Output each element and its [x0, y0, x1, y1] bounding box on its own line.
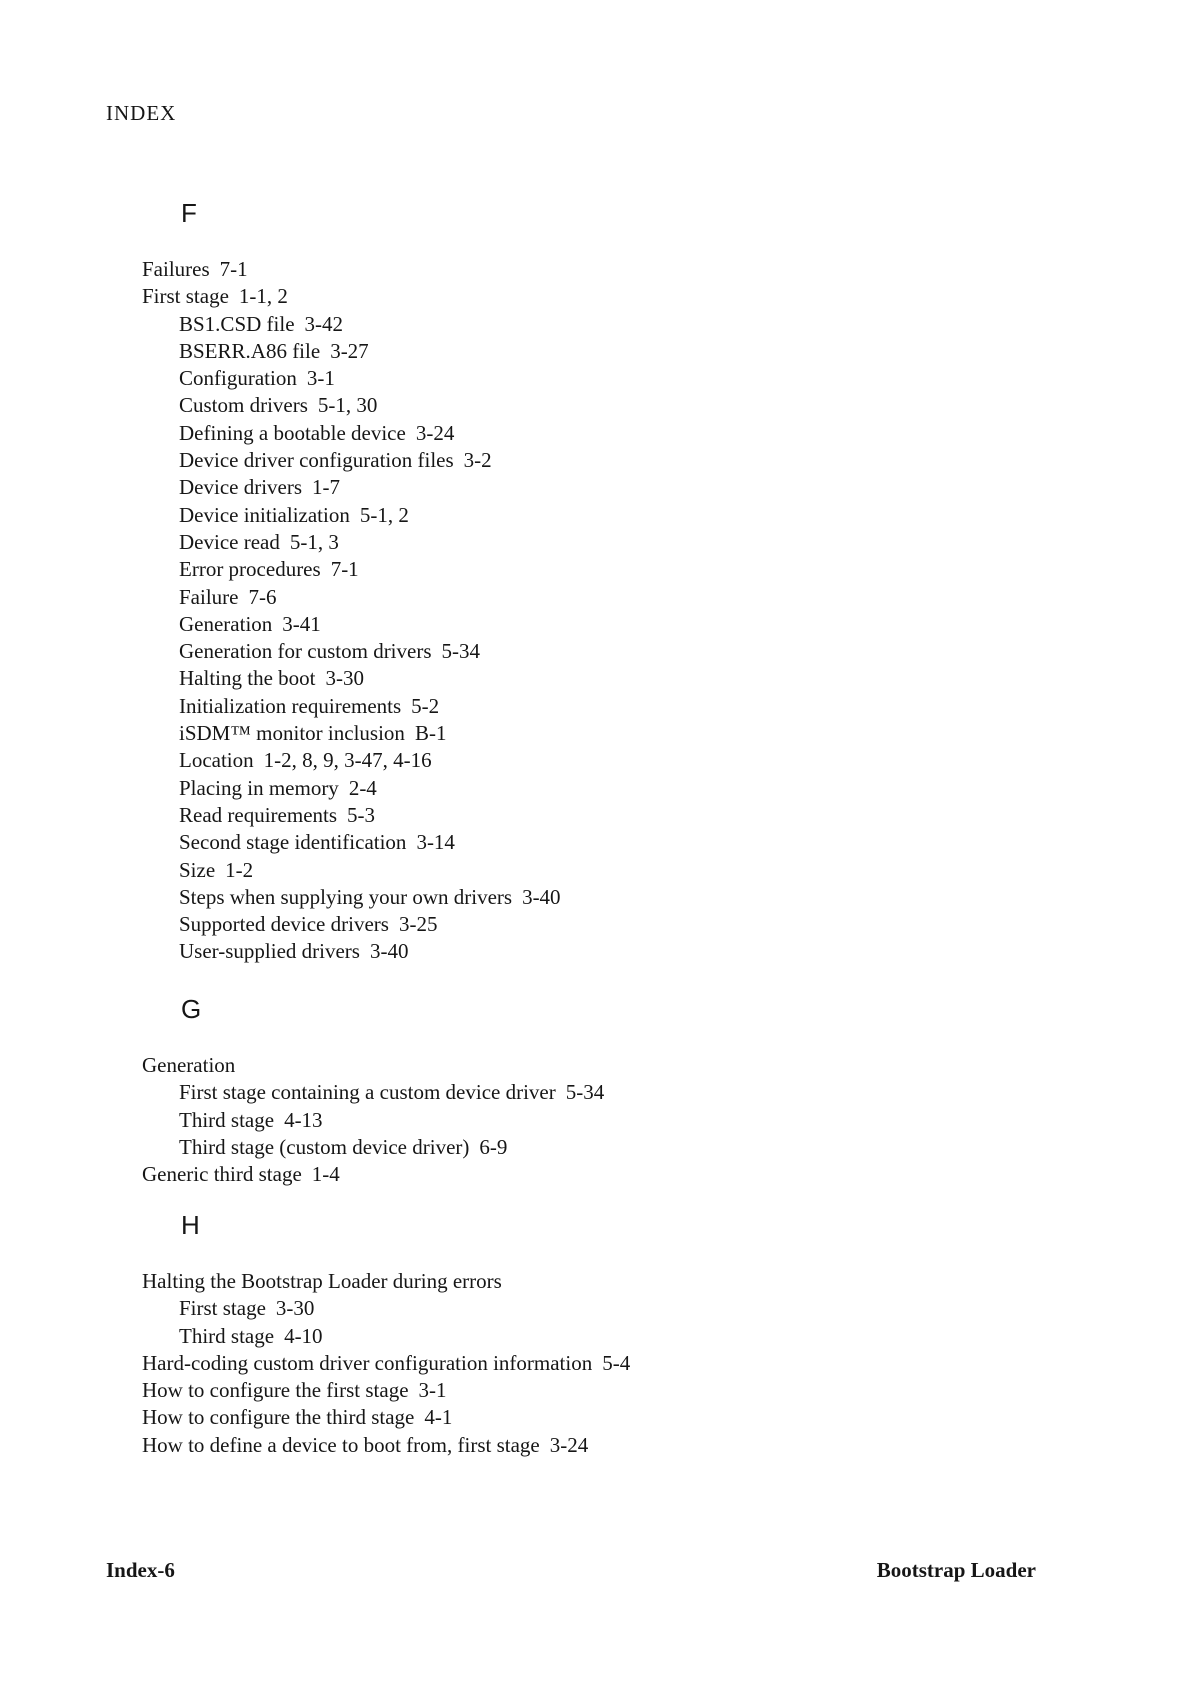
index-entry: [142, 1404, 1042, 1431]
index-subentry: [142, 1107, 1042, 1134]
index-subentry: [142, 556, 1042, 583]
index-subentry: [142, 338, 1042, 365]
entry-term: How to configure the first stage: [142, 1378, 409, 1403]
entry-pages: 5-1, 30: [317, 393, 378, 418]
index-subentry: [142, 1323, 1042, 1350]
page-header: INDEX: [106, 101, 177, 125]
entry-pages: 1-1, 2: [238, 284, 288, 309]
entry-term: Generic third stage: [142, 1162, 302, 1187]
entry-pages: 3-42: [304, 311, 344, 336]
entry-pages: 3-40: [369, 939, 409, 964]
index-subentry: [142, 938, 1042, 965]
entry-term: Defining a bootable device: [179, 420, 406, 445]
entry-list: [142, 1268, 1042, 1459]
index-section-f: [142, 198, 1042, 966]
section-letter: G: [181, 994, 202, 1024]
index-subentry: [142, 365, 1042, 392]
index-subentry: [142, 665, 1042, 692]
entry-pages: 2-4: [348, 775, 377, 800]
entry-pages: 3-25: [398, 912, 438, 937]
index-subentry: [142, 1079, 1042, 1106]
index-subentry: [142, 474, 1042, 501]
entry-term: Device initialization: [179, 502, 350, 527]
index-subentry: [142, 611, 1042, 638]
entry-term: Third stage: [179, 1107, 275, 1132]
entry-term: Size: [179, 857, 216, 882]
entry-term: Device driver configuration files: [179, 448, 454, 473]
entry-term: Third stage (custom device driver): [179, 1134, 470, 1159]
entry-pages: 5-34: [565, 1080, 605, 1105]
index-section-g: [142, 994, 1042, 1188]
entry-pages: 5-1, 2: [359, 502, 409, 527]
entry-term: Failures: [142, 257, 210, 281]
entry-term: Steps when supplying your own drivers: [179, 884, 513, 909]
entry-term: Third stage: [179, 1323, 275, 1348]
entry-term: Device drivers: [179, 475, 303, 500]
entry-pages: 3-14: [416, 830, 455, 855]
entry-pages: 3-2: [463, 448, 492, 473]
entry-term: How to configure the third stage: [142, 1405, 415, 1430]
entry-term: Supported device drivers: [179, 912, 389, 937]
entry-pages: 3-1: [418, 1378, 447, 1403]
entry-pages: B-1: [414, 721, 447, 746]
entry-term: Device read: [179, 529, 280, 554]
entry-term: User-supplied drivers: [179, 939, 360, 964]
entry-term: Initialization requirements: [179, 693, 402, 718]
index-entry: [142, 256, 1042, 283]
index-entry: [142, 1350, 1042, 1377]
entry-pages: 7-1: [219, 257, 248, 281]
index-entry: [142, 1052, 1042, 1079]
index-subentry: [142, 1295, 1042, 1322]
index-subentry: [142, 802, 1042, 829]
index-entry: [142, 1432, 1042, 1459]
index-subentry: [142, 829, 1042, 856]
index-entry: [142, 1161, 1042, 1188]
entry-term: Placing in memory: [179, 775, 339, 800]
entry-pages: 3-41: [282, 611, 321, 636]
entry-term: How to define a device to boot from, first stage: [142, 1432, 540, 1457]
index-subentry: [142, 884, 1042, 911]
entry-pages: 6-9: [479, 1134, 508, 1159]
entry-term: Generation for custom drivers: [179, 639, 432, 664]
index-subentry: [142, 911, 1042, 938]
index-subentry: [142, 447, 1042, 474]
entry-pages: 3-24: [549, 1432, 589, 1457]
entry-pages: 1-4: [311, 1162, 340, 1187]
entry-term: Second stage identification: [179, 830, 407, 855]
section-letter: F: [181, 198, 197, 228]
entry-term: Read requirements: [179, 802, 338, 827]
entry-term: Failure: [179, 584, 239, 609]
entry-pages: 1-2, 8, 9, 3-47, 4-16: [263, 748, 432, 773]
entry-term: iSDM™ monitor inclusion: [179, 721, 405, 746]
section-letter: H: [181, 1210, 200, 1240]
entry-pages: 5-2: [411, 693, 440, 718]
index-entry: [142, 283, 1042, 310]
entry-pages: 1-7: [312, 475, 341, 500]
entry-pages: 4-13: [284, 1107, 323, 1132]
index-subentry: [142, 775, 1042, 802]
index-subentry: [142, 584, 1042, 611]
book-title: Bootstrap Loader: [876, 1558, 1036, 1582]
index-subentry: [142, 529, 1042, 556]
entry-pages: 3-30: [275, 1296, 315, 1321]
entry-pages: 4-1: [424, 1405, 453, 1430]
entry-term: First stage containing a custom device driver: [179, 1080, 556, 1105]
entry-pages: 3-24: [415, 420, 455, 445]
index-subentry: [142, 747, 1042, 774]
entry-pages: 3-40: [522, 884, 561, 909]
page-number: Index-6: [106, 1558, 175, 1582]
index-subentry: [142, 502, 1042, 529]
entry-pages: 5-1, 3: [289, 529, 339, 554]
entry-term: Configuration: [179, 366, 297, 391]
entry-pages: 3-27: [330, 338, 369, 363]
entry-list: [142, 1052, 1042, 1188]
entry-pages: 5-4: [602, 1350, 631, 1375]
entry-pages: 7-1: [330, 557, 359, 582]
entry-term: Error procedures: [179, 557, 321, 582]
entry-pages: 5-34: [441, 639, 481, 664]
entry-pages: 3-1: [306, 366, 335, 391]
index-section-h: [142, 1210, 1042, 1459]
entry-term: First stage: [142, 284, 229, 309]
entry-term: Generation: [142, 1053, 236, 1077]
entry-pages: 7-6: [248, 584, 277, 609]
entry-term: First stage: [179, 1296, 266, 1321]
entry-pages: 4-10: [284, 1323, 323, 1348]
index-subentry: [142, 857, 1042, 884]
entry-term: Location: [179, 748, 254, 773]
entry-term: Generation: [179, 611, 273, 636]
index-subentry: [142, 311, 1042, 338]
index-entry: [142, 1377, 1042, 1404]
entry-term: BS1.CSD file: [179, 311, 295, 336]
index-subentry: [142, 392, 1042, 419]
index-entry: [142, 1268, 1042, 1295]
entry-term: Halting the Bootstrap Loader during errors: [142, 1269, 502, 1293]
entry-term: Custom drivers: [179, 393, 308, 418]
index-subentry: [142, 1134, 1042, 1161]
entry-term: Halting the boot: [179, 666, 316, 691]
entry-pages: 3-30: [325, 666, 364, 691]
index-subentry: [142, 420, 1042, 447]
entry-pages: 1-2: [225, 857, 254, 882]
entry-pages: 5-3: [347, 802, 376, 827]
entry-term: BSERR.A86 file: [179, 338, 321, 363]
index-subentry: [142, 720, 1042, 747]
index-subentry: [142, 693, 1042, 720]
entry-list: [142, 256, 1042, 966]
index-subentry: [142, 638, 1042, 665]
entry-term: Hard-coding custom driver configuration information: [142, 1350, 593, 1375]
